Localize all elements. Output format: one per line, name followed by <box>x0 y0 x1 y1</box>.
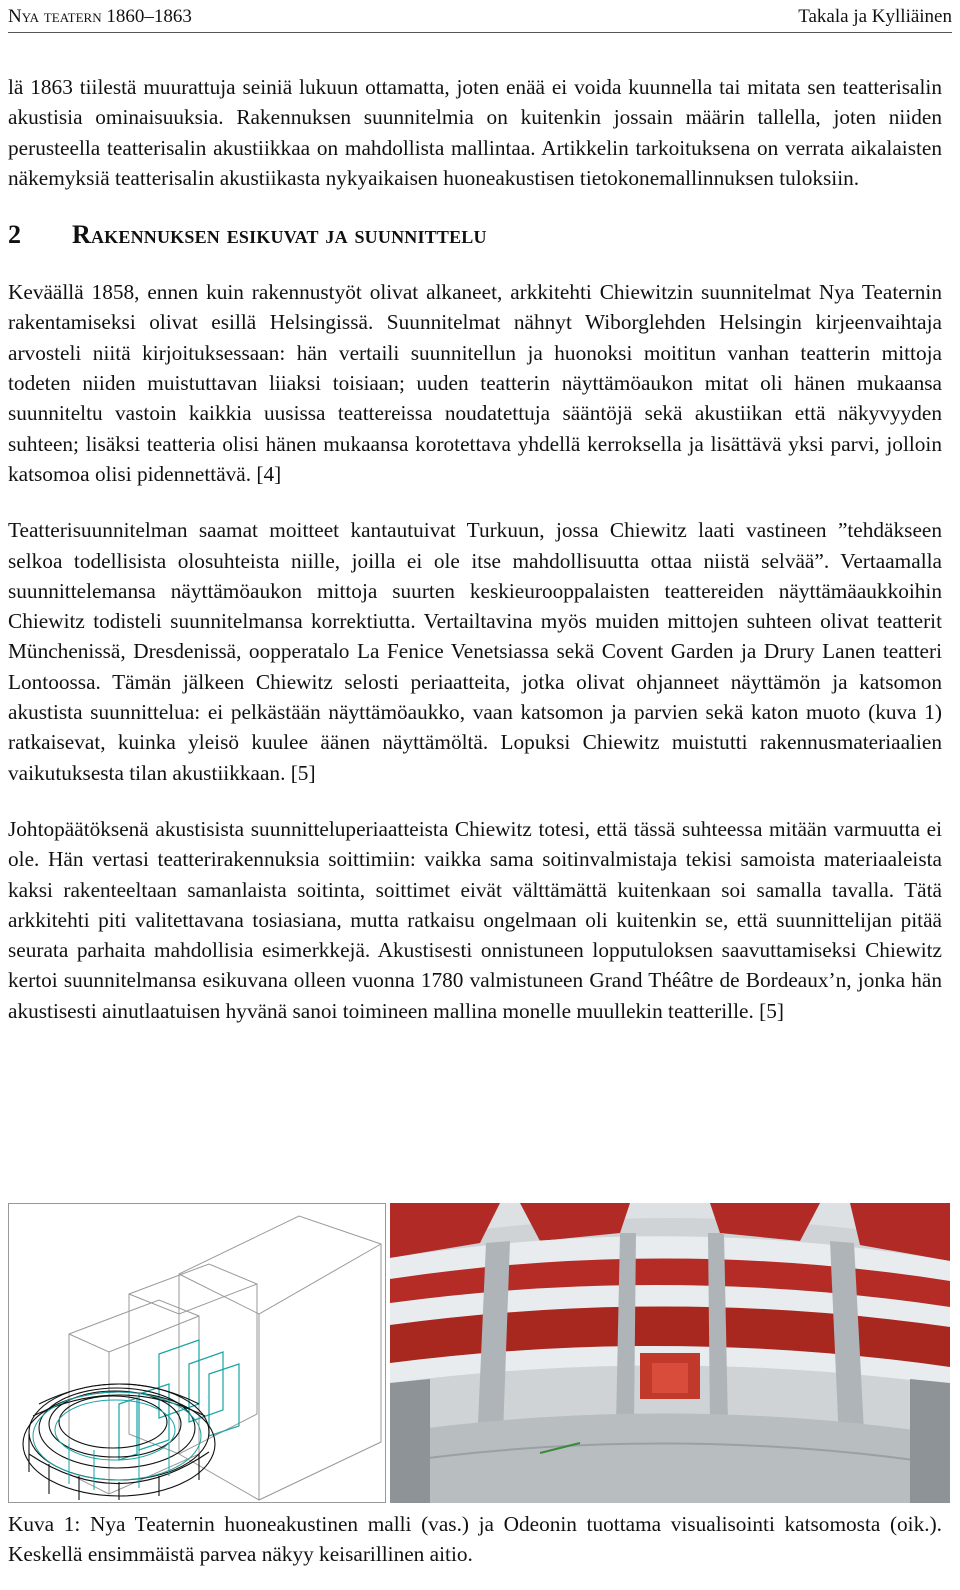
auditorium-visualization-image <box>390 1203 950 1503</box>
header-authors: Takala ja Kylliäinen <box>798 6 952 27</box>
running-header <box>8 2 952 33</box>
body-text <box>8 72 942 1052</box>
paragraph-3: Johtopäätöksenä akustisista suunnitteluperiaatteista Chiewitz totesi, että tässä suhteessa mitään varmuutta ei ole. Hän vertasi teatterirakennuksia soittimiin: vaikka sama soitinvalmistaja tekisi samoista materiaaleista kaksi rakenteeltaan samanlaista soitinta, soittimet eivät välttämättä kuitenkaan soi samalla tavalla. Tätä arkkitehti piti valitettavana tosiasiana, mutta ratkaisu ongelmaan oli kuitenkin se, että suunnittelijan pitää seurata parhaita mahdollisia esimerkkejä. Akustisesti onnistuneen lopputuloksen saavuttamiseksi Chiewitz kertoi suunnitelmansa esikuvana olleen vuonna 1780 valmistuneen Grand Théâtre de Bordeaux’n, jonka hän akustisesti ainutlaatuisen hyvänä sanoi toimineen mallina monelle muullekin teatterille. [5] <box>8 816 942 1023</box>
wireframe-model-image <box>8 1203 386 1503</box>
section-heading <box>8 219 942 251</box>
figure-caption: Kuva 1: Nya Teaternin huoneakustinen malli (vas.) ja Odeonin tuottama visualisointi katsomosta (oik.). Keskellä ensimmäistä parvea näkyy keisarillinen aitio. <box>8 1512 942 1567</box>
paragraph-1: Keväällä 1858, ennen kuin rakennustyöt olivat alkaneet, arkkitehti Chiewitzin suunnitelmat Nya Teaternin rakentamiseksi olivat esillä Helsingissä. Suunnitelmat nähnyt Wiborglehden Helsingin kirjeenvaihtaja arvosteli niitä kirjoituksessaan: hän vertaili suunnitellun ja huonoksi moititun vanhan teatterin mittoja todeten niiden muistuttavan liiaksi toisiaan; uuden teatterin näyttämöaukon mitat oli hänen mukaansa suunniteltu vastoin kaikkia uusissa teattereissa noudatettuja sääntöjä sekä akustiikan että näkyvyyden suhteen; lisäksi teatteria olisi hänen mukaansa korotettava yhdellä kerroksella ja lisättävä yksi parvi, jolloin katsomoa olisi pidennettävä. [4] <box>8 280 942 486</box>
section-number: 2 <box>8 220 22 250</box>
figure-1 <box>8 1203 958 1503</box>
intro-paragraph: lä 1863 tiilestä muurattuja seiniä lukuun ottamatta, joten enää ei voida kuunnella tai mitata sen teatterisalin akustisia ominaisuuksia. Rakennuksen suunnitelmia on kuitenkin jossain määrin tallella, joten niiden perusteella teatterisalin akustiikkaa on mahdollista mallintaa. Artikkelin tarkoituksena on verrata aikalaisten näkemyksiä teatterisalin akustiikasta nykyaikaisen huoneakustisen tietokonemallinnuksen tuloksiin. <box>8 75 942 190</box>
section-title: Rakennuksen esikuvat ja suunnittelu <box>72 220 487 250</box>
paragraph-2: Teatterisuunnitelman saamat moitteet kantautuivat Turkuun, jossa Chiewitz laati vastineen ”tehdäkseen selkoa todellisista olosuhteista niille, joilla ei ole itse mahdollisuutta ottaa niistä selvää”. Vertaamalla suunnittelemansa näyttämöaukon mittoja suurten keskieurooppalaisten teattereiden näyttämäaukkoihin Chiewitz todisteli suunnitelmansa korrektiutta. Vertailtavina myös muiden mittojen suhteen olivat teatterit Münchenissä, Dresdenissä, oopperatalo La Fenice Venetsiassa sekä Covent Garden ja Drury Lanen teatteri Lontoossa. Tämän jälkeen Chiewitz selosti periaatteita, jotka olivat ohjanneet näyttämön ja katsomon akustista suunnittelua: ei pelkästään näyttämöaukko, vaan katsomon ja parvien sekä katon muoto (kuva 1) ratkaisevat, kuinka yleisö kuulee äänen näyttämöltä. Lopuksi Chiewitz muistutti rakennusmateriaalien vaikutuksesta tilan akustiikkaan. [5] <box>8 518 942 785</box>
header-title: Nya teatern 1860–1863 <box>8 6 192 27</box>
